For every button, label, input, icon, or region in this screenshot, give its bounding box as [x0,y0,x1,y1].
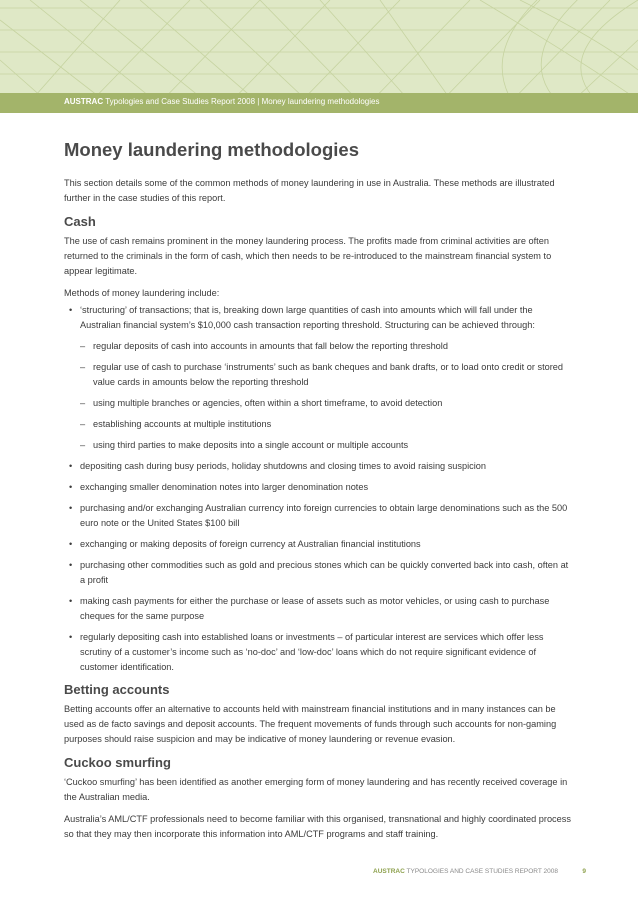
bullet-marker: • [69,482,73,492]
header-section: Money laundering methodologies [261,97,380,106]
list-item-text: purchasing and/or exchanging Australian currency into foreign currencies to obtain large denominations such as the 500 euro note or the United States $100 bill [80,503,568,528]
page-number: 9 [582,868,586,875]
sub-list-item [80,360,572,390]
section-betting-accounts [64,681,572,747]
list-item [64,558,572,588]
bullet-marker: • [69,539,73,549]
list-item [64,303,572,453]
section-cuckoo-smurfing [64,754,572,842]
sub-list-item [80,339,572,354]
cuckoo-paragraph-2: Australia’s AML/CTF professionals need to become familiar with this organised, transnational and highly coordinated process so that they may then incorporate this information into AML/CTF programs and staff training. [64,814,571,839]
header-separator: | [257,97,260,106]
running-header [0,93,638,113]
dash-marker: – [80,419,86,429]
list-item-text: regularly depositing cash into established loans or investments – of particular interest are services which offer less scrutiny of a customer’s income such as ‘no-doc’ and ‘low-doc’ loans which do not require significant evidence of customer identification. [80,632,544,672]
structuring-sublist [80,339,572,453]
bullet-marker: • [69,596,73,606]
bullet-marker: • [69,305,73,315]
list-item-text: exchanging smaller denomination notes into larger denomination notes [80,482,369,492]
page-content [64,138,572,849]
bullet-marker: • [69,632,73,642]
list-item [64,594,572,624]
betting-heading: Betting accounts [64,682,170,697]
list-item [64,537,572,552]
list-item-text: ‘structuring’ of transactions; that is, breaking down large quantities of cash into amounts which will fall under the Australian financial system’s $10,000 cash transaction reporting threshold. Structuring can be achieved through: [80,305,535,330]
footer-text [373,868,558,875]
footer-brand: AUSTRAC [373,868,405,875]
dash-marker: – [80,362,86,372]
list-item-text: depositing cash during busy periods, holiday shutdowns and closing times to avoid raising suspicion [80,461,487,471]
dash-marker: – [80,341,86,351]
list-item-text: exchanging or making deposits of foreign currency at Australian financial institutions [80,539,421,549]
bullet-marker: • [69,560,73,570]
sub-list-item-text: establishing accounts at multiple institutions [93,419,272,429]
sub-list-item [80,438,572,453]
header-banner [0,0,638,113]
methods-list [64,303,572,675]
betting-paragraph: Betting accounts offer an alternative to accounts held with mainstream financial institutions and in many instances can be used as de facto savings and deposit accounts. The frequent movements of funds through such accounts for non-gaming purposes should raise suspicion and may be indicative of money laundering or revenue evasion. [64,704,557,744]
footer-report: TYPOLOGIES AND CASE STUDIES REPORT 2008 [406,868,558,875]
sub-list-item-text: using multiple branches or agencies, often within a short timeframe, to avoid detection [93,398,443,408]
header-report: Typologies and Case Studies Report 2008 [105,97,256,106]
running-header-text [64,97,379,106]
cuckoo-paragraph-1: ‘Cuckoo smurfing’ has been identified as another emerging form of money laundering and has recently received coverage in the Australian media. [64,777,568,802]
sub-list-item-text: regular deposits of cash into accounts in amounts that fall below the reporting threshold [93,341,448,351]
sub-list-item-text: regular use of cash to purchase ‘instruments’ such as bank cheques and bank drafts, or to load onto credit or stored value cards in amounts below the reporting threshold [93,362,564,387]
cash-heading: Cash [64,214,96,229]
cash-paragraph: The use of cash remains prominent in the money laundering process. The profits made from criminal activities are often returned to the criminals in the form of cash, which then needs to be re-introduced to the mainstream financial system to appear legitimate. [64,236,552,276]
sub-list-item [80,417,572,432]
sub-list-item [80,396,572,411]
list-item [64,630,572,675]
list-item-text: making cash payments for either the purchase or lease of assets such as motor vehicles, or using cash to purchase cheques for the same purpose [80,596,550,621]
bullet-marker: • [69,461,73,471]
sub-list-item-text: using third parties to make deposits into a single account or multiple accounts [93,440,409,450]
bullet-marker: • [69,503,73,513]
page-title: Money laundering methodologies [64,139,359,160]
cuckoo-heading: Cuckoo smurfing [64,755,171,770]
list-item-text: purchasing other commodities such as gold and precious stones which can be quickly converted back into cash, often at a profit [80,560,569,585]
dash-marker: – [80,398,86,408]
dash-marker: – [80,440,86,450]
header-brand: AUSTRAC [64,97,104,106]
list-item [64,501,572,531]
list-item [64,480,572,495]
list-item [64,459,572,474]
section-cash [64,213,572,675]
intro-paragraph: This section details some of the common methods of money laundering in use in Australia. These methods are illustrated further in the case studies of this report. [64,178,555,203]
methods-intro: Methods of money laundering include: [64,288,220,298]
